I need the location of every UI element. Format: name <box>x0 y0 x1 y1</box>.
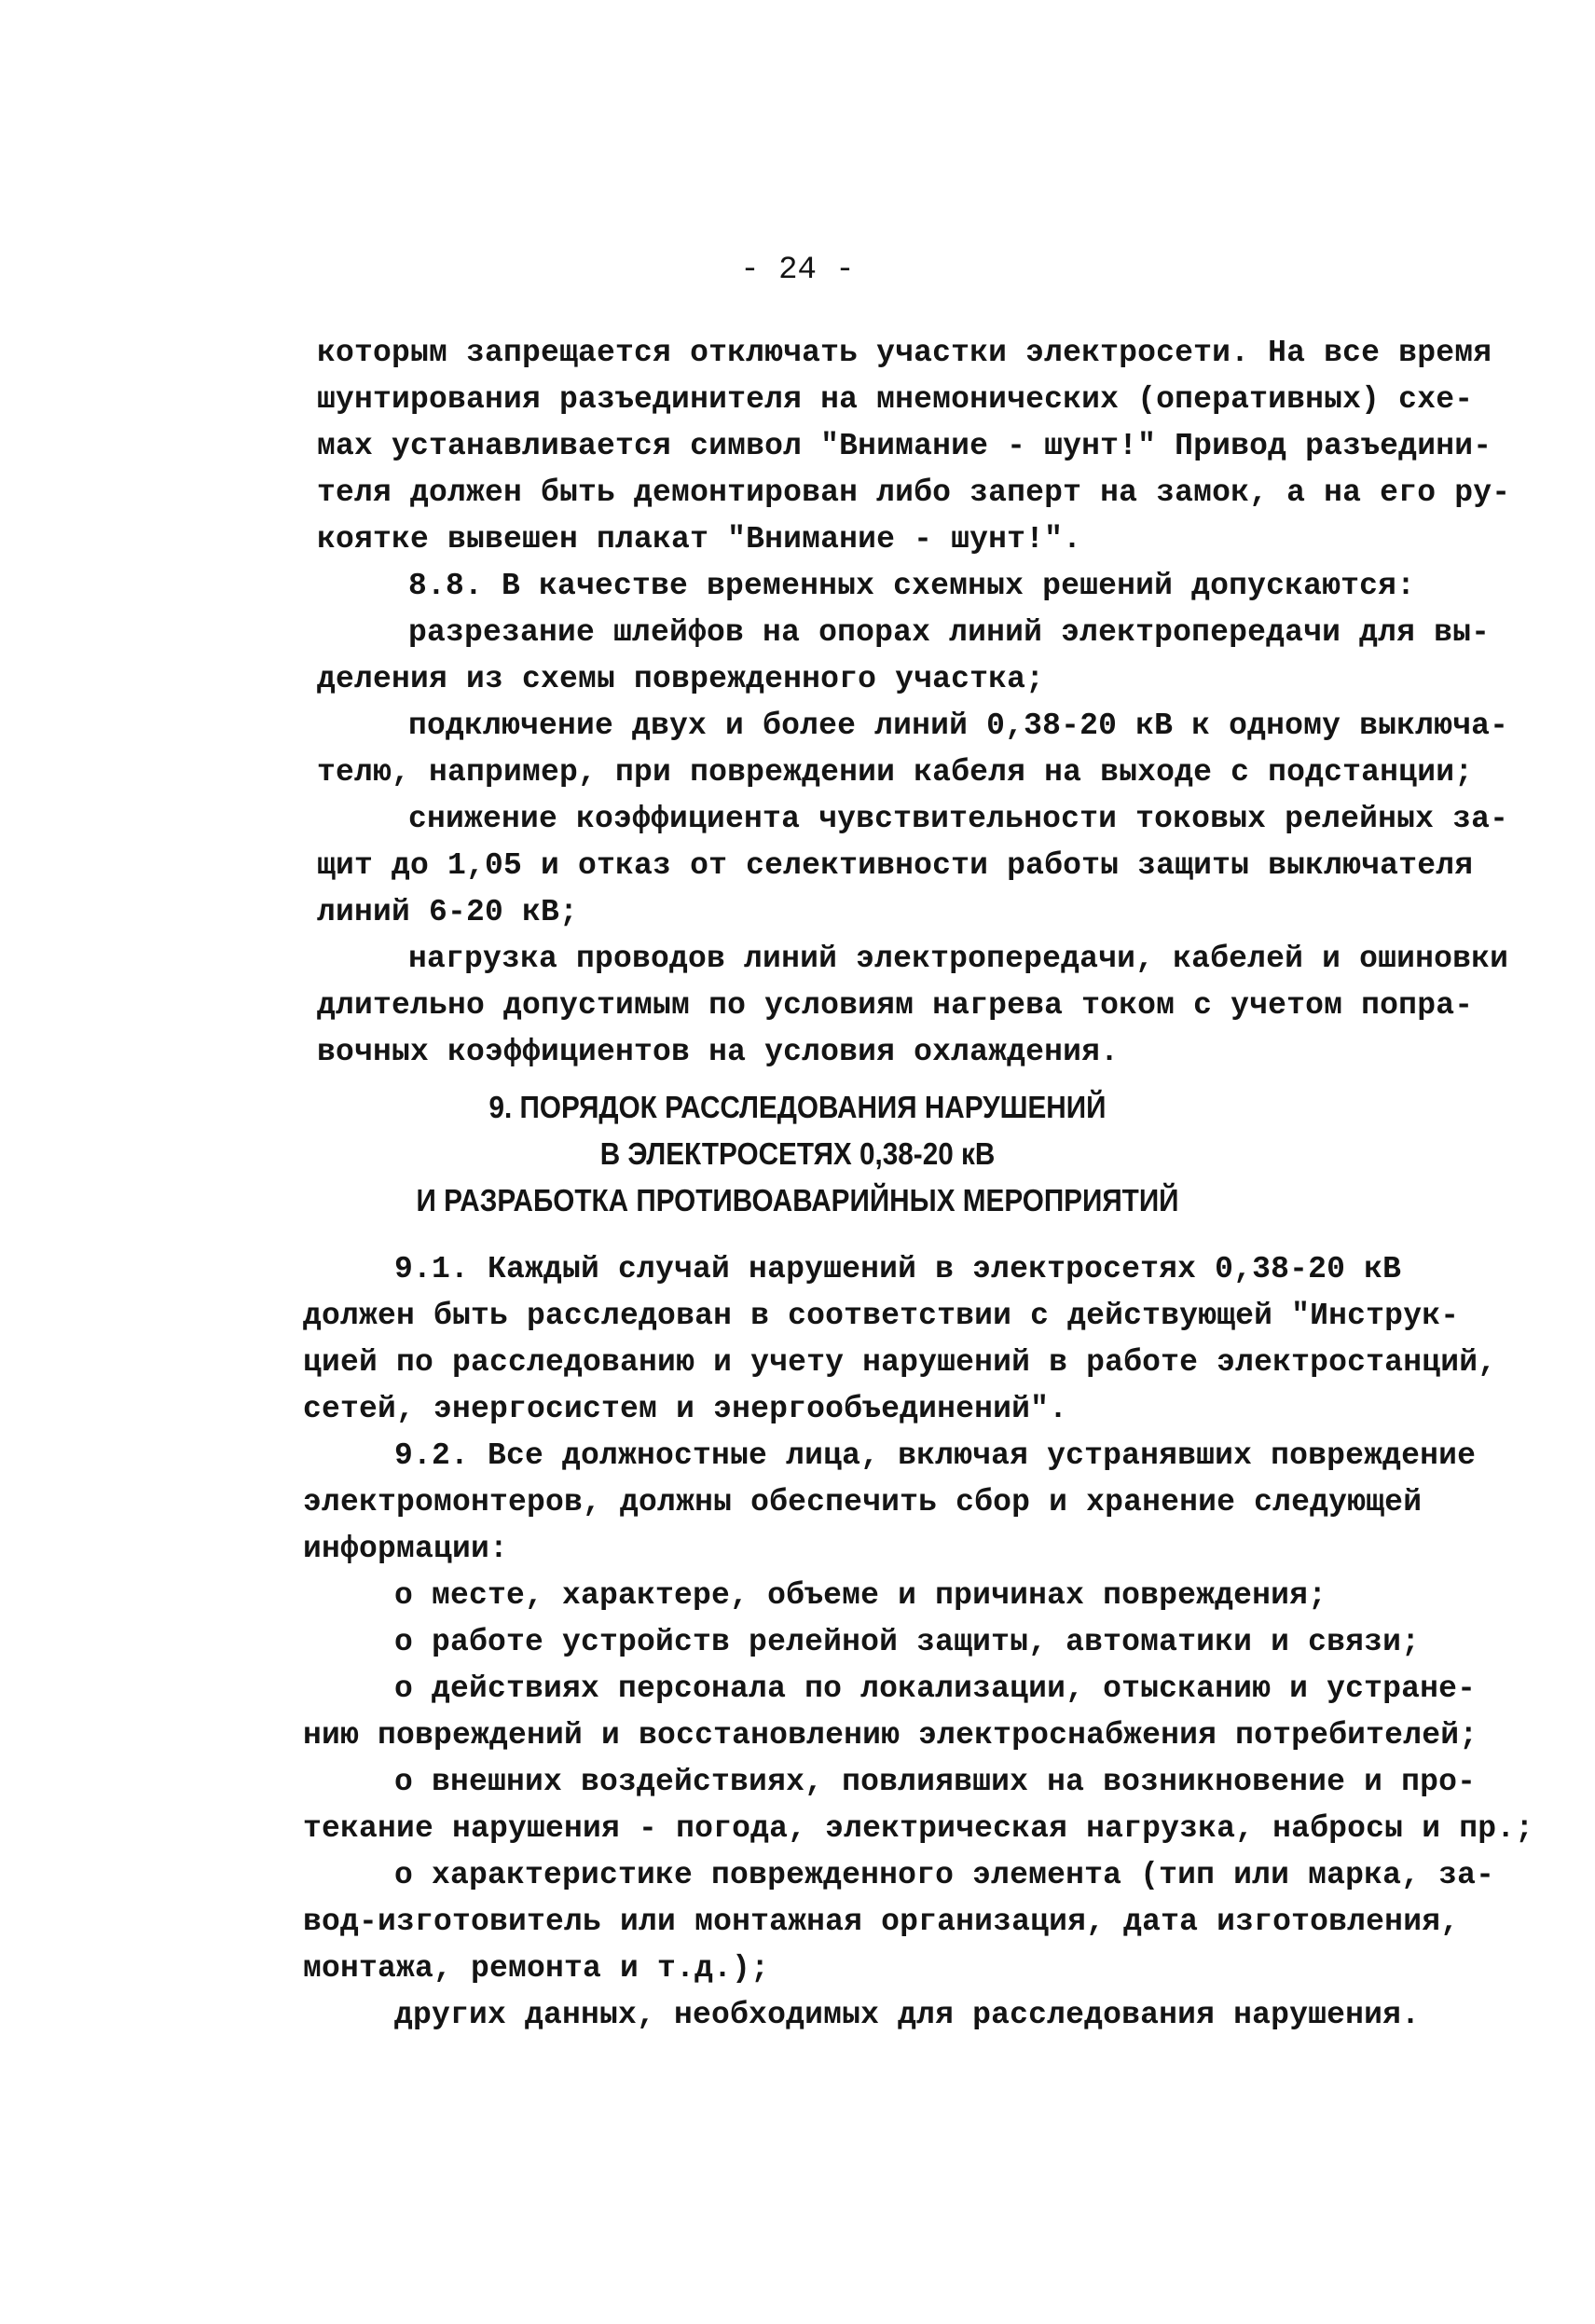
text-line: 8.8. В качестве временных схемных решений допускаются: <box>408 569 1416 603</box>
text-line: подключение двух и более линий 0,38-20 кВ к одному выключа- <box>408 708 1509 743</box>
heading-line: И РАЗРАБОТКА ПРОТИВОАВАРИЙНЫХ МЕРОПРИЯТИЙ <box>416 1183 1179 1217</box>
text-line: 9.1. Каждый случай нарушений в электросетях 0,38-20 кВ <box>394 1252 1402 1286</box>
text-line: мах устанавливается символ "Внимание - шунт!" Привод разъедини- <box>317 429 1492 463</box>
text-line: должен быть расследован в соответствии с действующей "Инструк- <box>303 1299 1460 1333</box>
heading-line: 9. ПОРЯДОК РАССЛЕДОВАНИЯ НАРУШЕНИЙ <box>488 1090 1107 1124</box>
text-line: теля должен быть демонтирован либо заперт на замок, а на его ру- <box>317 475 1511 510</box>
text-block-section-9 <box>303 1246 1534 2039</box>
text-line: текание нарушения - погода, электрическая нагрузка, набросы и пр.; <box>303 1811 1534 1846</box>
text-line: снижение коэффициента чувствительности токовых релейных за- <box>408 802 1509 836</box>
text-line: деления из схемы поврежденного участка; <box>317 662 1045 696</box>
text-block-section-8 <box>317 330 1511 1076</box>
section-9-heading <box>80 1084 1516 1224</box>
text-line: коятке вывешен плакат "Внимание - шунт!". <box>317 522 1082 557</box>
text-line: о внешних воздействиях, повлиявших на возникновение и про- <box>394 1765 1477 1799</box>
text-line: вод-изготовитель или монтажная организация, дата изготовления, <box>303 1905 1460 1939</box>
text-line: цией по расследованию и учету нарушений в работе электростанций, <box>303 1345 1497 1380</box>
text-line: о работе устройств релейной защиты, автоматики и связи; <box>394 1625 1421 1659</box>
text-line: 9.2. Все должностные лица, включая устранявших повреждение <box>394 1438 1477 1473</box>
text-line: о характеристике поврежденного элемента (тип или марка, за- <box>394 1858 1495 1892</box>
text-line: о месте, характере, объеме и причинах повреждения; <box>394 1578 1327 1613</box>
text-line: нагрузка проводов линий электропередачи, кабелей и ошиновки <box>408 942 1509 976</box>
text-line: электромонтеров, должны обеспечить сбор и хранение следующей <box>303 1485 1423 1520</box>
text-line: вочных коэффициентов на условия охлаждения. <box>317 1035 1120 1069</box>
text-line: которым запрещается отключать участки электросети. На все время <box>317 336 1492 370</box>
text-line: нию повреждений и восстановлению электроснабжения потребителей; <box>303 1718 1478 1753</box>
text-line: монтажа, ремонта и т.д.); <box>303 1951 770 1986</box>
text-line: шунтирования разъединителя на мнемонических (оперативных) схе- <box>317 382 1474 417</box>
text-line: разрезание шлейфов на опорах линий электропередачи для вы- <box>408 615 1491 650</box>
text-line: телю, например, при повреждении кабеля на выходе с подстанции; <box>317 755 1474 790</box>
text-line: щит до 1,05 и отказ от селективности работы защиты выключателя <box>317 848 1474 883</box>
page-number: - 24 - <box>740 253 855 288</box>
text-line: информации: <box>303 1532 509 1566</box>
text-line: линий 6-20 кВ; <box>317 895 579 929</box>
text-line: других данных, необходимых для расследования нарушения. <box>394 1998 1421 2032</box>
heading-line: В ЭЛЕКТРОСЕТЯХ 0,38-20 кВ <box>599 1136 996 1171</box>
text-line: сетей, энергосистем и энергообъединений". <box>303 1392 1068 1426</box>
text-line: о действиях персонала по локализации, отысканию и устране- <box>394 1671 1477 1706</box>
text-line: длительно допустимым по условиям нагрева током с учетом попра- <box>317 988 1474 1023</box>
